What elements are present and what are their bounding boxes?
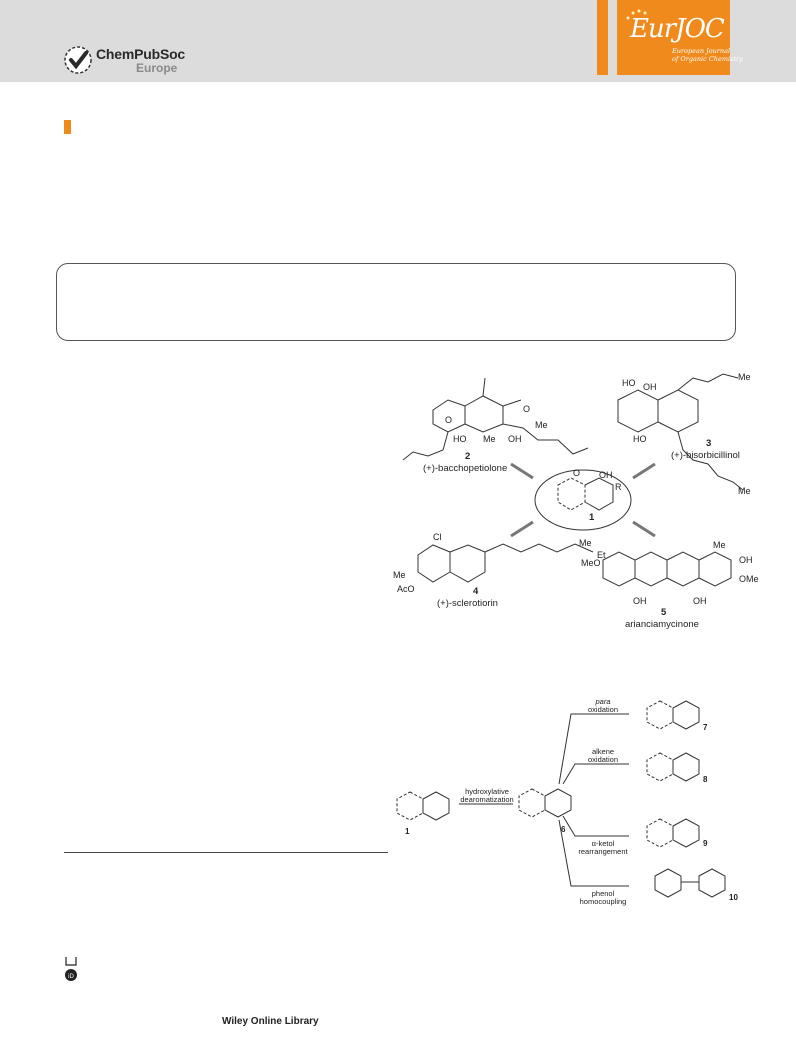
label-o-2: O [445,415,453,425]
journal-logo: EurJOC [630,14,724,44]
compound-2-name: (+)-bacchopetiolone [423,463,508,474]
label-me-5: Me [713,540,726,550]
figure-phenol-reactivity [393,686,796,914]
label-cl-4: Cl [433,532,442,542]
compound-3-name: (+)-bisorbicillinol [671,450,740,461]
footer-library: Wiley Online Library [222,1016,319,1027]
label-oh-1: OH [599,470,613,480]
orcid-icon [64,955,78,983]
label-ome-5: OMe [739,574,759,584]
label-et-4: Et [597,550,606,560]
label-o-1: O [573,468,581,478]
label-oh-5: OH [739,555,753,565]
label-me-2: Me [483,434,496,444]
arrow2-line2: oxidation [587,755,619,764]
compound-4-name: (+)-sclerotiorin [437,598,498,609]
compound-2-number: 2 [465,451,471,462]
abstract-box [56,263,736,341]
label-ho-3b: HO [633,434,647,444]
label-r-1: R [615,482,622,492]
label-me-4b: Me [579,538,592,548]
label-ho-3: HO [622,378,636,388]
left-arrow-line2: dearomatization [460,795,514,804]
compound-4-number: 4 [473,586,479,597]
label-o-2b: O [523,404,531,414]
publisher-name: ChemPubSoc [96,46,186,62]
arrow4-line2: homocoupling [579,897,627,906]
journal-line1: European Journal [672,47,731,55]
figure-natural-products [393,360,796,640]
arrow3-line2: rearrangement [578,847,628,856]
compound-3-number: 3 [706,438,712,449]
svg-text:iD: iD [68,974,74,980]
label-oh-3: OH [643,382,657,392]
journal-full-name [672,47,743,63]
compound-5-number: 5 [661,607,667,618]
label-me-3a: Me [738,372,751,382]
product-1-number: 1 [405,827,410,836]
footnote-divider [64,852,388,853]
label-oh-5b: OH [633,596,647,606]
label-oh-5c: OH [693,596,707,606]
label-oh-2: OH [508,434,522,444]
label-me-3b: Me [738,486,751,496]
product-10-number: 10 [729,893,738,902]
accent-bar [597,0,608,75]
left-arrow-line1: hydroxylative [465,787,509,796]
compound-1-number: 1 [589,512,595,523]
product-7-number: 7 [703,723,708,732]
product-9-number: 9 [703,839,708,848]
arrow1-line1: para [595,697,611,706]
product-8-number: 8 [703,775,708,784]
label-me-4: Me [393,570,406,580]
arrow3-line1: α-ketol [591,839,615,848]
arrow4-line1: phenol [591,889,615,898]
section-marker [64,120,71,134]
compound-5-name: arianciamycinone [625,619,699,630]
journal-line2: of Organic Chemistry [672,55,743,63]
label-aco-4: AcO [397,584,415,594]
arrow2-line1: alkene [591,747,615,756]
publisher-sub: Europe [136,61,178,75]
label-me-2b: Me [535,420,548,430]
arrow1-line2: oxidation [587,705,619,714]
substrate-6-number: 6 [561,825,566,834]
label-meo-5: MeO [581,558,601,568]
label-ho-2: HO [453,434,467,444]
